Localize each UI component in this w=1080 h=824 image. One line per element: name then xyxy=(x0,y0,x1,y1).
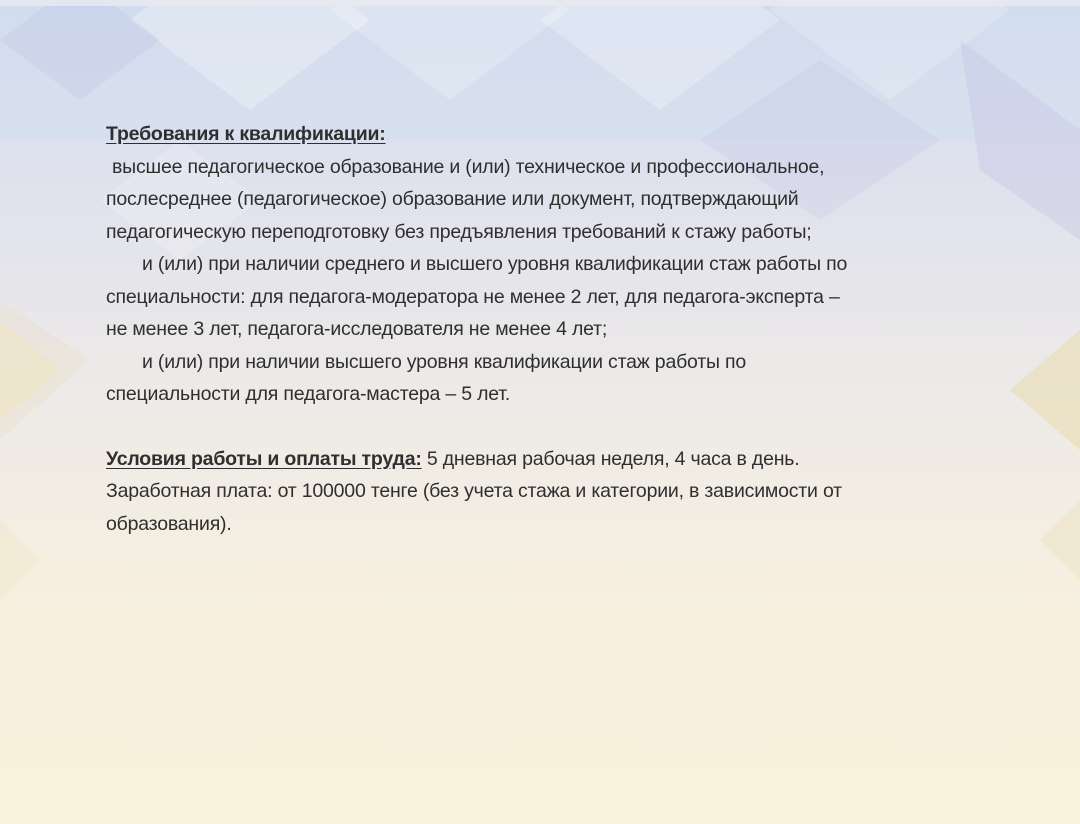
qualification-heading: Требования к квалификации: xyxy=(106,123,386,145)
qualification-line: и (или) при наличии высшего уровня квалификации стаж работы по xyxy=(142,350,747,373)
conditions-schedule: 5 дневная рабочая неделя, 4 часа в день. xyxy=(421,447,800,470)
conditions-heading-line xyxy=(106,443,986,476)
salary-line: Заработная плата: от 100000 тенге (без учета стажа и категории, в зависимости от xyxy=(106,480,842,502)
slide-text xyxy=(106,118,986,540)
qualification-line: специальности для педагога-мастера – 5 лет. xyxy=(106,383,511,405)
qualification-line: послесреднее (педагогическое) образование или документ, подтверждающий xyxy=(106,188,799,210)
qualification-line: не менее 3 лет, педагога-исследователя не менее 4 лет; xyxy=(106,318,608,340)
salary-line: образования). xyxy=(106,512,232,535)
qualification-line: и (или) при наличии среднего и высшего уровня квалификации стаж работы по xyxy=(142,253,848,275)
qualification-line: специальности: для педагога-модератора не менее 2 лет, для педагога-эксперта – xyxy=(106,285,840,308)
conditions-heading: Условия работы и оплаты труда: xyxy=(106,447,422,470)
qualification-line: педагогическую переподготовку без предъявления требований к стажу работы; xyxy=(106,220,812,243)
qualification-line: высшее педагогическое образование и (или) техническое и профессиональное, xyxy=(112,155,825,178)
section-gap xyxy=(106,411,986,443)
